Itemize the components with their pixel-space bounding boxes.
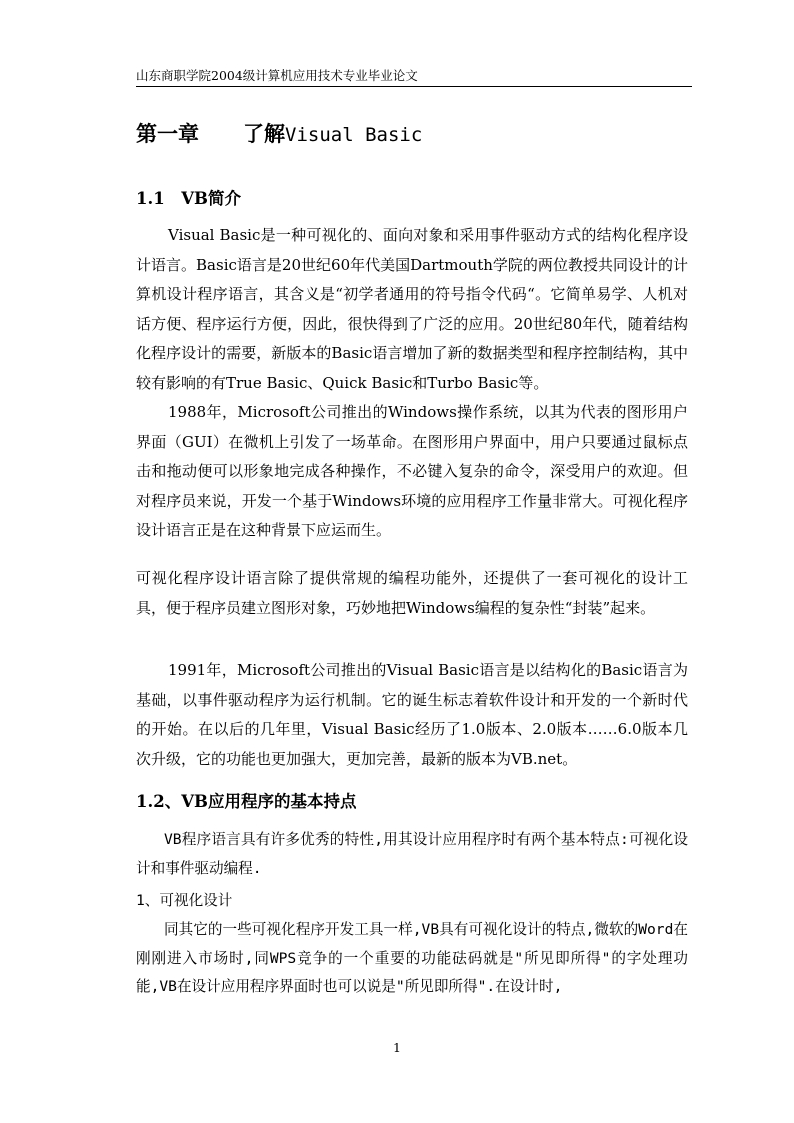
chapter-title (136, 120, 422, 149)
page-number: 1 (393, 1040, 401, 1055)
paragraph: 可视化程序设计语言除了提供常规的编程功能外，还提供了一套可视化的设计工具，便于程序员建立图形对象，巧妙地把Windows编程的复杂性“封装”起来。 (136, 569, 688, 617)
paragraph: VB程序语言具有许多优秀的特性,用其设计应用程序时有两个基本特点:可视化设计和事件驱动编程. (136, 831, 688, 877)
running-header: 山东商职学院2004级计算机应用技术专业毕业论文 (136, 68, 418, 83)
paragraph: 1991年，Microsoft公司推出的Visual Basic语言是以结构化的Basic语言为基础，以事件驱动程序为运行机制。它的诞生标志着软件设计和开发的一个新时代的开始。在以后的几年里，Visual Basic经历了1.0版本、2.0版本……6.0版本几次升级，它的功能也更加强大，更加完善，最新的版本为VB.net。 (136, 661, 688, 768)
chapter-title-latin: Visual Basic (285, 124, 423, 146)
sub-heading: 1、可视化设计 (136, 892, 233, 909)
header-rule (136, 86, 692, 87)
section-heading-1-1: 1.1 VB简介 (136, 189, 241, 208)
paragraph: 同其它的一些可视化程序开发工具一样,VB具有可视化设计的特点,微软的Word在刚刚进入市场时,同WPS竞争的一个重要的功能砝码就是"所见即所得"的字处理功能,VB在设计应用程序界面时也可以说是"所见即所得".在设计时, (136, 921, 688, 995)
section-heading-1-2: 1.2、VB应用程序的基本持点 (136, 792, 357, 811)
chapter-number: 第一章 (136, 121, 199, 146)
paragraph: Visual Basic是一种可视化的、面向对象和采用事件驱动方式的结构化程序设计语言。Basic语言是20世纪60年代美国Dartmouth学院的两位教授共同设计的计算机设计程序语言，其含义是“初学者通用的符号指令代码“。它简单易学、人机对话方便、程序运行方便，因此，很快得到了广泛的应用。20世纪80年代，随着结构化程序设计的需要，新版本的Basic语言增加了新的数据类型和程序控制结构，其中较有影响的有True Basic、Quick Basic和Turbo Basic等。 (136, 226, 688, 392)
paragraph: 1988年，Microsoft公司推出的Windows操作系统，以其为代表的图形用户界面（GUI）在微机上引发了一场革命。在图形用户界面中，用户只要通过鼠标点击和拖动便可以形象地完成各种操作，不必键入复杂的命令，深受用户的欢迎。但对程序员来说，开发一个基于Windows环境的应用程序工作量非常大。可视化程序设计语言正是在这种背景下应运而生。 (136, 403, 688, 539)
chapter-title-text: 了解 (243, 121, 285, 146)
